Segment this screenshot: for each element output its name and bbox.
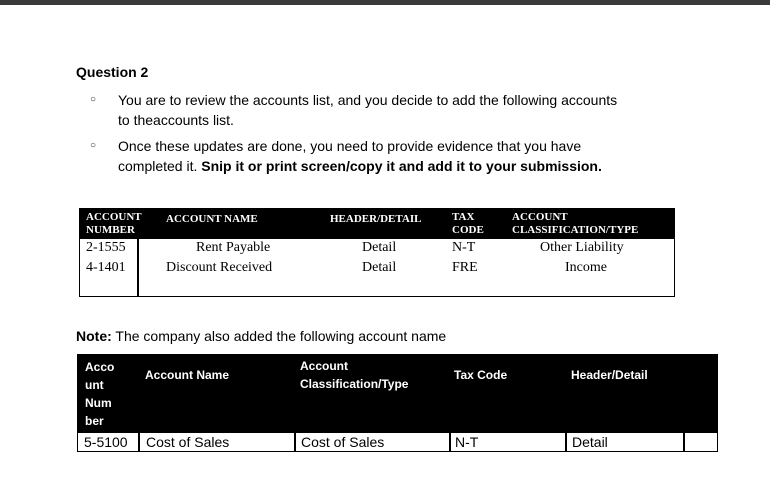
bullet2-line2 [118,156,718,176]
header-account-number: Acco unt Num ber [85,360,115,428]
header-account-name: ACCOUNT NAME [166,213,258,225]
top-border [0,0,770,5]
column-divider [565,433,567,451]
row2-account-name: Discount Received [166,260,273,275]
row-account-name: Cost of Sales [146,434,230,450]
bullet2-line1: Once these updates are done, you need to provide evidence that you have [118,138,582,154]
table1-header-row [80,209,674,239]
header-tax-code: Tax Code [454,368,508,382]
row-tax-code: N-T [455,434,479,450]
bullet-paragraph-2 [118,136,718,176]
bullet1-line2: to theaccounts list. [118,112,234,128]
bullet2-line2-plain: completed it. [118,158,202,174]
row1-tax-code: N-T [452,240,476,255]
header-account-name: Account Name [145,368,230,382]
row2-account-number: 4-1401 [86,260,126,275]
bullet1-line1: You are to review the accounts list, and you decide to add the following accounts [118,92,618,108]
table2-header-row [77,354,718,432]
row-header-detail: Detail [572,434,608,450]
hollow-bullet-icon: ○ [90,140,97,151]
column-divider [449,433,451,451]
row1-account-number: 2-1555 [86,240,126,255]
row1-header-detail: Detail [362,240,397,255]
column-divider [294,433,296,451]
header-classification: Account Classification/Type [300,359,409,391]
row2-header-detail: Detail [362,260,397,275]
column-divider [683,433,685,451]
row1-classification: Other Liability [540,240,624,255]
row-classification: Cost of Sales [301,434,385,450]
row-account-number: 5-5100 [84,434,128,450]
note-text [76,328,446,344]
row2-tax-code: FRE [452,260,478,275]
table-row [77,432,718,452]
column-divider [137,239,139,296]
new-account-table [77,354,718,452]
header-header-detail: Header/Detail [571,368,648,382]
existing-accounts-table [79,208,675,297]
note-label: Note: [76,328,112,344]
column-divider [138,433,140,451]
bullet2-line2-bold: Snip it or print screen/copy it and add it to your submission. [201,158,602,174]
header-classification: ACCOUNT CLASSIFICATION/TYPE [512,211,639,236]
row1-account-name: Rent Payable [196,240,271,255]
header-account-number: ACCOUNT NUMBER [86,211,142,236]
question-title: Question 2 [76,64,149,80]
bullet-paragraph-1 [118,90,718,130]
header-tax-code: TAX CODE [452,211,484,236]
header-header-detail: HEADER/DETAIL [330,213,422,225]
hollow-bullet-icon: ○ [90,94,97,105]
note-body: The company also added the following account name [111,328,447,344]
row2-classification: Income [565,260,607,275]
